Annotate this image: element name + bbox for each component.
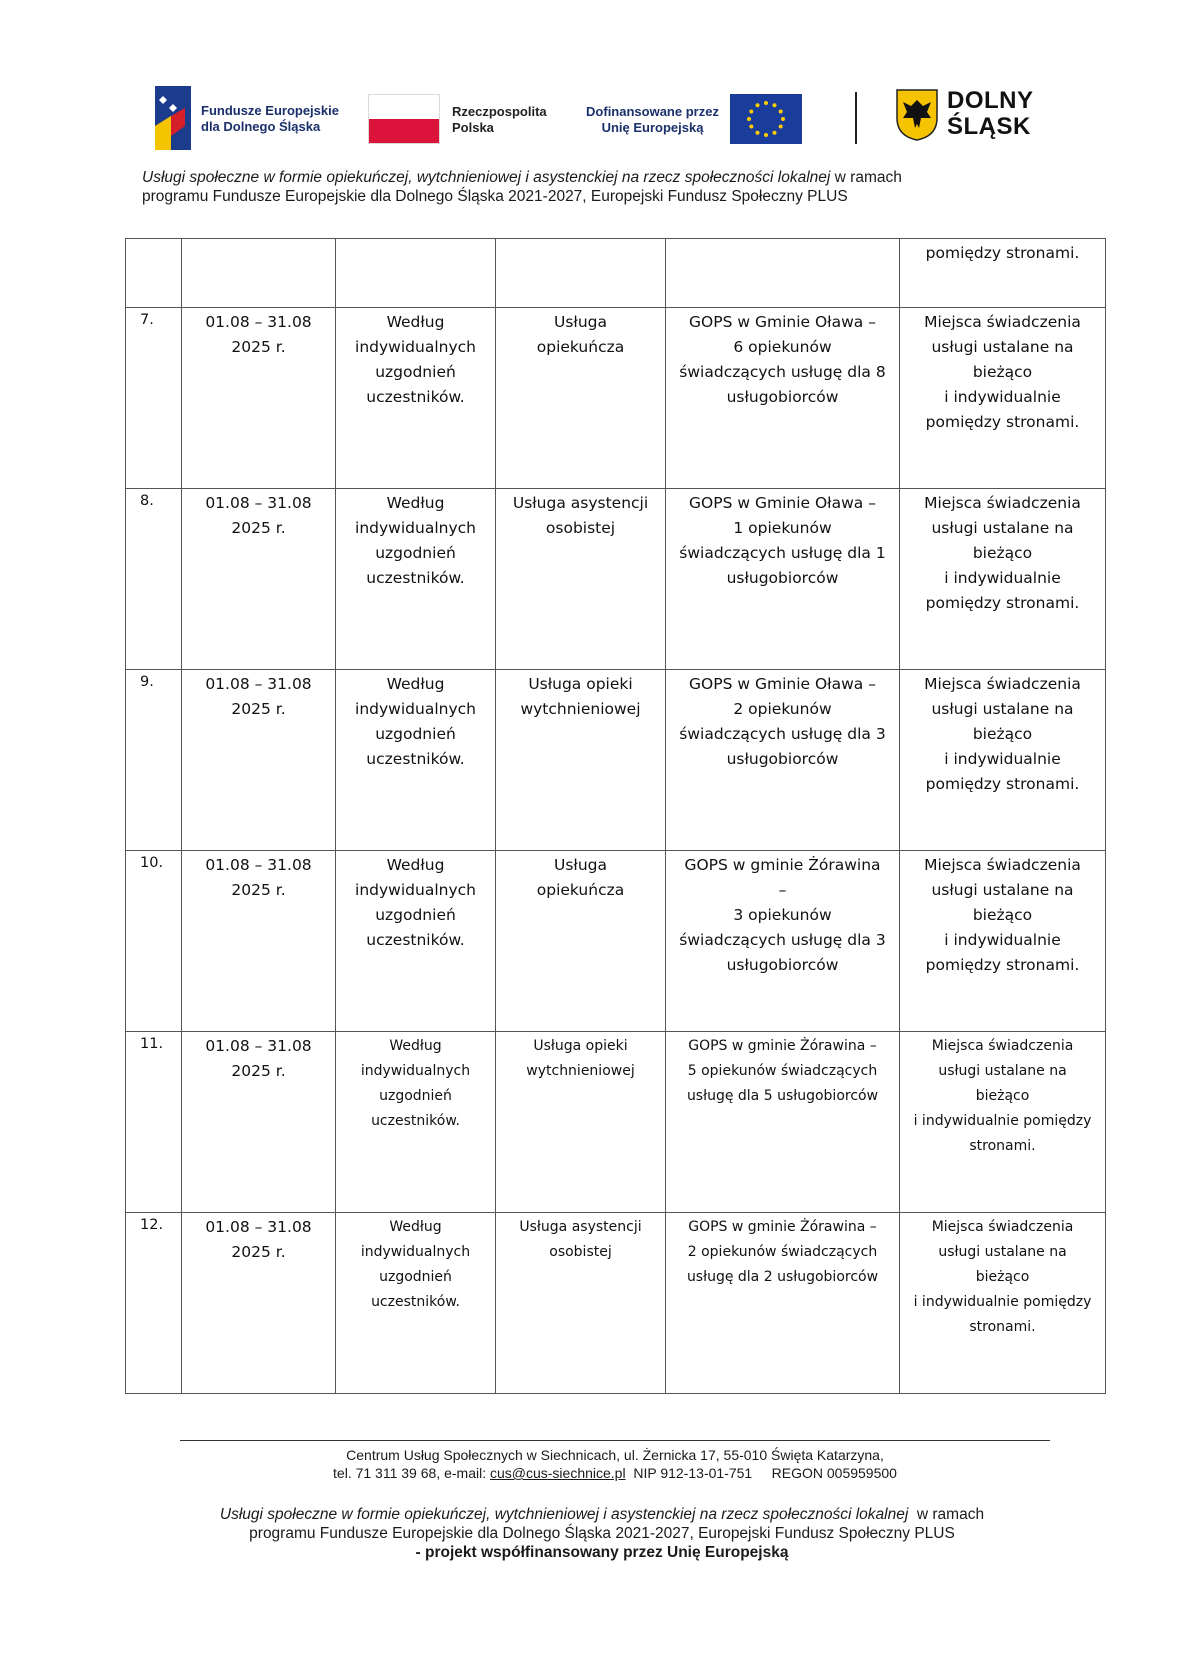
provider-cell bbox=[666, 851, 900, 1032]
footer-project-italic: Usługi społeczne w formie opiekuńczej, wytchnieniowej i asystenckiej na rzecz społeczności lokalnej bbox=[219, 1506, 909, 1523]
service-place-text: Miejsca świadczenia usługi ustalane na bieżąco i indywidualnie pomiędzy stronami. bbox=[924, 494, 1081, 612]
row-number-text: 11. bbox=[140, 1036, 164, 1052]
service-place-cell bbox=[900, 1032, 1106, 1213]
date-range-cell bbox=[182, 489, 336, 670]
table-row bbox=[126, 489, 1106, 670]
footer-ids: NIP 912-13-01-751 REGON 005959500 bbox=[625, 1465, 897, 1481]
services-table bbox=[125, 238, 1106, 1394]
table-cell bbox=[182, 239, 336, 308]
service-type-text: Usługa asystencji osobistej bbox=[512, 494, 649, 537]
service-place-cell bbox=[900, 851, 1106, 1032]
provider-text: GOPS w gminie Żórawina – 2 opiekunów świadczących usługę dla 2 usługobiorców bbox=[686, 1219, 879, 1285]
provider-cell bbox=[666, 1032, 900, 1213]
service-type-cell bbox=[496, 670, 666, 851]
row-number-text: 9. bbox=[140, 674, 154, 690]
schedule-text: Według indywidualnych uzgodnień uczestników. bbox=[355, 313, 476, 406]
date-range-cell bbox=[182, 670, 336, 851]
fe-emblem-icon bbox=[155, 86, 195, 150]
service-place-cell bbox=[900, 308, 1106, 489]
provider-text: GOPS w gminie Żórawina – 3 opiekunów świadczących usługę dla 3 usługobiorców bbox=[679, 856, 886, 974]
fe-logo-text: Fundusze Europejskie dla Dolnego Śląska bbox=[201, 103, 339, 134]
provider-cell bbox=[666, 1213, 900, 1394]
header-italic: Usługi społeczne w formie opiekuńczej, wytchnieniowej i asystenckiej na rzecz społeczności lokalnej bbox=[142, 169, 831, 186]
logo-separator bbox=[855, 92, 857, 144]
table-cell bbox=[496, 239, 666, 308]
service-type-cell bbox=[496, 308, 666, 489]
table-cell bbox=[336, 239, 496, 308]
date-range-cell bbox=[182, 1213, 336, 1394]
service-type-cell bbox=[496, 1032, 666, 1213]
footer-tel: tel. 71 311 39 68, e-mail: bbox=[333, 1465, 490, 1481]
date-range-text: 01.08 – 31.08 2025 r. bbox=[205, 1037, 312, 1080]
table-row bbox=[126, 1032, 1106, 1213]
schedule-text: Według indywidualnych uzgodnień uczestników. bbox=[355, 856, 476, 949]
table-cell bbox=[900, 239, 1106, 308]
table-cell bbox=[666, 239, 900, 308]
service-type-text: Usługa opiekuńcza bbox=[536, 856, 625, 899]
schedule-cell bbox=[336, 1213, 496, 1394]
provider-cell bbox=[666, 308, 900, 489]
provider-text: GOPS w Gminie Oława – 1 opiekunów świadczących usługę dla 1 usługobiorców bbox=[679, 494, 886, 587]
schedule-cell bbox=[336, 1032, 496, 1213]
logo-bar bbox=[155, 86, 1055, 156]
place-cell-text: pomiędzy stronami. bbox=[925, 244, 1080, 262]
footer-project-line3: - projekt współfinansowany przez Unię Europejską bbox=[415, 1544, 789, 1561]
table-row bbox=[126, 308, 1106, 489]
schedule-text: Według indywidualnych uzgodnień uczestników. bbox=[360, 1219, 471, 1310]
row-number-cell bbox=[126, 308, 182, 489]
service-place-text: Miejsca świadczenia usługi ustalane na bieżąco i indywidualnie pomiędzy stronami. bbox=[924, 313, 1081, 431]
schedule-cell bbox=[336, 489, 496, 670]
eu-flag-icon bbox=[730, 94, 802, 144]
table-row bbox=[126, 851, 1106, 1032]
service-place-text: Miejsca świadczenia usługi ustalane na bieżąco i indywidualnie pomiędzy stronami. bbox=[924, 856, 1081, 974]
dolny-slask-logo bbox=[895, 86, 1055, 150]
service-place-cell bbox=[900, 489, 1106, 670]
row-number-text: 12. bbox=[140, 1217, 164, 1233]
service-place-cell bbox=[900, 670, 1106, 851]
ds-logo-text: DOLNY ŚLĄSK bbox=[947, 87, 1034, 140]
provider-cell bbox=[666, 670, 900, 851]
footer-project-line2: programu Fundusze Europejskie dla Dolnego Śląska 2021-2027, Europejski Fundusz Społeczny PLUS bbox=[249, 1525, 955, 1542]
service-place-text: Miejsca świadczenia usługi ustalane na bieżąco i indywidualnie pomiędzy stronami. bbox=[913, 1038, 1092, 1154]
rzeczpospolita-polska-logo bbox=[368, 94, 563, 148]
date-range-text: 01.08 – 31.08 2025 r. bbox=[205, 313, 312, 356]
header-line2: programu Fundusze Europejskie dla Dolnego Śląska 2021-2027, Europejski Fundusz Społeczny PLUS bbox=[142, 188, 848, 205]
service-type-text: Usługa opiekuńcza bbox=[536, 313, 625, 356]
schedule-text: Według indywidualnych uzgodnień uczestników. bbox=[355, 675, 476, 768]
provider-text: GOPS w Gminie Oława – 2 opiekunów świadczących usługę dla 3 usługobiorców bbox=[679, 675, 886, 768]
service-type-text: Usługa asystencji osobistej bbox=[519, 1219, 642, 1260]
table-row bbox=[126, 1213, 1106, 1394]
footer-project bbox=[142, 1505, 1062, 1562]
provider-cell bbox=[666, 489, 900, 670]
rp-logo-text: Rzeczpospolita Polska bbox=[452, 104, 547, 135]
schedule-cell bbox=[336, 670, 496, 851]
eu-cofinancing-logo bbox=[580, 94, 810, 148]
schedule-text: Według indywidualnych uzgodnień uczestników. bbox=[360, 1038, 471, 1129]
service-place-text: Miejsca świadczenia usługi ustalane na bieżąco i indywidualnie pomiędzy stronami. bbox=[913, 1219, 1092, 1335]
provider-text: GOPS w gminie Żórawina – 5 opiekunów świadczących usługę dla 5 usługobiorców bbox=[686, 1038, 879, 1104]
row-number-text: 10. bbox=[140, 855, 164, 871]
row-number-cell bbox=[126, 670, 182, 851]
date-range-cell bbox=[182, 851, 336, 1032]
footer-contact bbox=[180, 1446, 1050, 1482]
email-link[interactable]: cus@cus-siechnice.pl bbox=[489, 1465, 626, 1481]
date-range-text: 01.08 – 31.08 2025 r. bbox=[205, 675, 312, 718]
header-rest: w ramach bbox=[830, 169, 902, 186]
schedule-cell bbox=[336, 851, 496, 1032]
eu-logo-text: Dofinansowane przez Unię Europejską bbox=[586, 104, 719, 135]
date-range-text: 01.08 – 31.08 2025 r. bbox=[205, 856, 312, 899]
footer-address: Centrum Usług Społecznych w Siechnicach, ul. Żernicka 17, 55-010 Święta Katarzyna, bbox=[346, 1447, 884, 1463]
footer-divider bbox=[180, 1440, 1050, 1441]
schedule-cell bbox=[336, 308, 496, 489]
row-number-cell bbox=[126, 489, 182, 670]
table-row bbox=[126, 670, 1106, 851]
table-body bbox=[126, 308, 1106, 1394]
service-type-cell bbox=[496, 489, 666, 670]
service-type-text: Usługa opieki wytchnieniowej bbox=[520, 675, 641, 718]
service-place-text: Miejsca świadczenia usługi ustalane na bieżąco i indywidualnie pomiędzy stronami. bbox=[924, 675, 1081, 793]
service-type-cell bbox=[496, 851, 666, 1032]
table-row bbox=[126, 239, 1106, 308]
date-range-cell bbox=[182, 1032, 336, 1213]
schedule-text: Według indywidualnych uzgodnień uczestników. bbox=[355, 494, 476, 587]
provider-text: GOPS w Gminie Oława – 6 opiekunów świadczących usługę dla 8 usługobiorców bbox=[679, 313, 886, 406]
table-cell bbox=[126, 239, 182, 308]
row-number-cell bbox=[126, 851, 182, 1032]
project-header bbox=[142, 168, 1062, 206]
eagle-shield-icon bbox=[895, 88, 939, 142]
date-range-text: 01.08 – 31.08 2025 r. bbox=[205, 1218, 312, 1261]
service-type-cell bbox=[496, 1213, 666, 1394]
service-place-cell bbox=[900, 1213, 1106, 1394]
fundusze-europejskie-logo bbox=[155, 86, 355, 150]
service-type-text: Usługa opieki wytchnieniowej bbox=[526, 1038, 635, 1079]
footer-project-rest: w ramach bbox=[908, 1506, 985, 1523]
polish-flag-icon bbox=[368, 94, 440, 144]
row-number-text: 7. bbox=[140, 312, 154, 328]
row-number-text: 8. bbox=[140, 493, 154, 509]
date-range-cell bbox=[182, 308, 336, 489]
row-number-cell bbox=[126, 1213, 182, 1394]
row-number-cell bbox=[126, 1032, 182, 1213]
date-range-text: 01.08 – 31.08 2025 r. bbox=[205, 494, 312, 537]
